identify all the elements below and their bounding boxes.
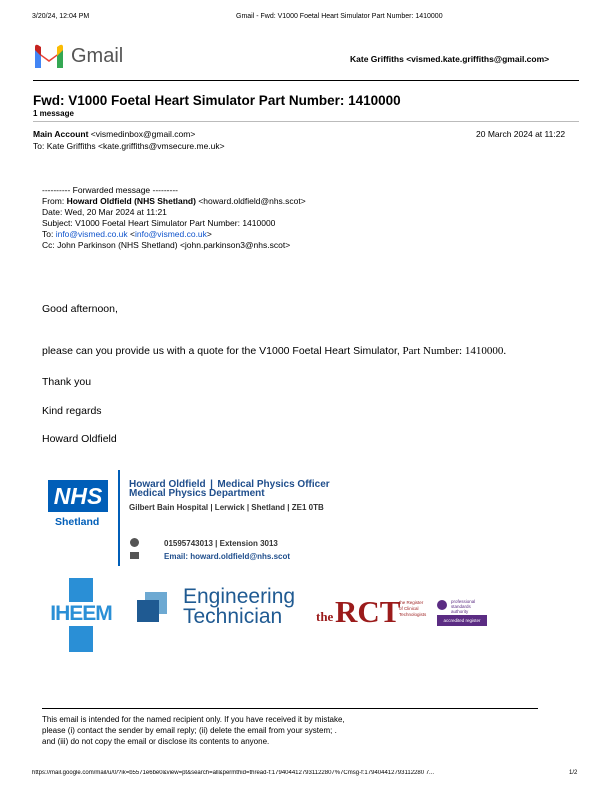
sender-name: Main Account [33, 129, 89, 139]
forwarded-block [42, 185, 522, 251]
pfs-text: professional standards authority [451, 599, 476, 614]
forwarded-to: To: info@vismed.co.uk <info@vismed.co.uk> [42, 229, 212, 239]
disclaimer-divider [42, 708, 538, 709]
forwarded-to-link[interactable]: info@vismed.co.uk [55, 229, 128, 239]
pfs-icon [437, 600, 447, 610]
forwarded-to-link-2[interactable]: info@vismed.co.uk [134, 229, 207, 239]
pfs-accredited: accredited register [437, 615, 487, 626]
nhs-region: Shetland [55, 516, 100, 528]
iheem-logo [42, 578, 120, 652]
print-page-number: 1/2 [569, 770, 578, 776]
forwarded-from: From: Howard Oldfield (NHS Shetland) <howard.oldfield@nhs.scot> [42, 196, 306, 206]
rct-sub: the Register of Clinical Technologists [399, 600, 427, 617]
nhs-logo: NHS [48, 480, 108, 512]
account-email: Kate Griffiths <vismed.kate.griffiths@gmail.com> [350, 54, 550, 64]
subject-divider [33, 121, 579, 122]
signature-divider [118, 470, 120, 566]
print-title: Gmail - Fwd: V1000 Foetal Heart Simulator Part Number: 1410000 [236, 13, 443, 20]
message-date: 20 March 2024 at 11:22 [476, 129, 566, 139]
body-name: Howard Oldfield [42, 433, 117, 445]
print-datetime: 3/20/24, 12:04 PM [32, 13, 90, 20]
body-regards: Kind regards [42, 405, 102, 417]
body-part-number: Part Number: 1410000. [399, 345, 507, 357]
body-thanks: Thank you [42, 376, 92, 388]
print-url[interactable]: https://mail.google.com/mail/u/0/?ik=b5571e6be0&view=pt&search=all&permthid=thread-f:1794044127931122807%7Cmsg-f:179404412793112280 7... [32, 770, 435, 776]
message-count: 1 message [33, 109, 74, 118]
gmail-logo-icon [33, 44, 65, 68]
signature-name: Howard Oldfield [129, 479, 206, 490]
signature-title: Howard Oldfield | Medical Physics Officer [129, 479, 330, 490]
forwarded-marker: ---------- Forwarded message --------- [42, 185, 178, 195]
sender[interactable] [33, 129, 195, 140]
forwarded-cc: Cc: John Parkinson (NHS Shetland) <john.parkinson3@nhs.scot> [42, 240, 291, 250]
gmail-brand: Gmail [71, 45, 124, 67]
forwarded-from-email: <howard.oldfield@nhs.scot> [195, 196, 306, 206]
forwarded-from-name: Howard Oldfield (NHS Shetland) [66, 196, 196, 206]
engtech-line1: Engineering [183, 585, 296, 608]
disclaimer: This email is intended for the named recipient only. If you have received it by mistake, please (i) contact the sender by email reply; (ii) delete the email from your system; . and (iii) do not copy the email or disclose its contents to anyone. [42, 715, 345, 746]
forwarded-date: Date: Wed, 20 Mar 2024 at 11:21 [42, 207, 167, 217]
signature-role: Medical Physics Officer [217, 479, 330, 490]
thread-subject: Fwd: V1000 Foetal Heart Simulator Part Number: 1410000 [33, 93, 401, 108]
sender-email: <vismedinbox@gmail.com> [90, 129, 196, 139]
rct-main: RCT [335, 594, 401, 629]
signature-department: Medical Physics Department [129, 488, 265, 499]
body-request: please can you provide us with a quote for the V1000 Foetal Heart Simulator, Part Number: 1410000. [42, 345, 507, 357]
phone-icon [130, 538, 139, 547]
rct-the: the [316, 609, 334, 624]
engtech-line2: Technician [183, 605, 283, 628]
engtech-icon [137, 592, 167, 622]
signature-email[interactable]: Email: howard.oldfield@nhs.scot [164, 552, 291, 561]
iheem-text: IHEEM [50, 602, 112, 625]
forwarded-subject: Subject: V1000 Foetal Heart Simulator Part Number: 1410000 [42, 218, 276, 228]
header-divider [33, 80, 579, 81]
email-icon [130, 552, 139, 559]
signature-phone: 01595743013 | Extension 3013 [164, 539, 278, 548]
body-greeting: Good afternoon, [42, 303, 118, 315]
message-to: To: Kate Griffiths <kate.griffiths@vmsecure.me.uk> [33, 141, 225, 151]
signature-address: Gilbert Bain Hospital | Lerwick | Shetland | ZE1 0TB [129, 503, 324, 512]
